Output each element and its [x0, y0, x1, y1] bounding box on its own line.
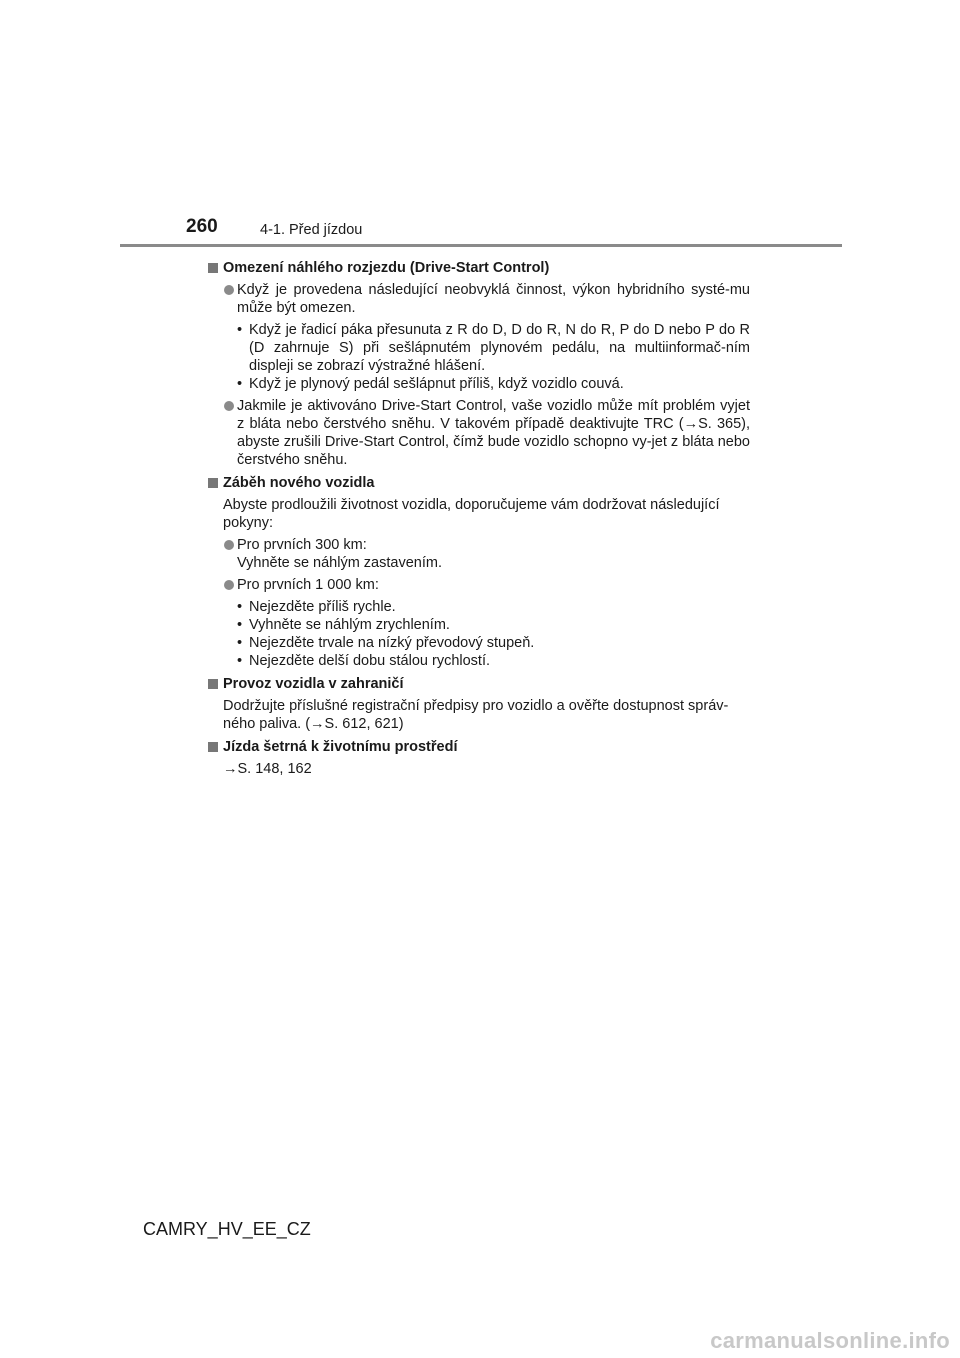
- heading-abroad: Provoz vozidla v zahraničí: [208, 675, 750, 693]
- sub-item: • Nejezděte delší dobu stálou rychlostí.: [237, 653, 490, 669]
- bullet-item: Když je provedena následující neobvyklá činnost, výkon hybridního systé-mu může být omezen.: [208, 281, 750, 317]
- paragraph: Dodržujte příslušné registrační předpisy pro vozidlo a ověřte dostupnost správ-ného paliva. (→S. 612, 621): [223, 698, 729, 732]
- sub-item: • Když je plynový pedál sešlápnut příliš, když vozidlo couvá.: [237, 376, 624, 392]
- heading-drive-start-control: Omezení náhlého rozjezdu (Drive-Start Control): [208, 259, 750, 277]
- dot-bullet-icon: •: [237, 653, 243, 669]
- dot-bullet-icon: •: [237, 617, 243, 633]
- page-number: 260: [186, 216, 218, 237]
- bullet-item: Jakmile je aktivováno Drive-Start Control, vaše vozidlo může mít problém vyjet z bláta nebo čerstvého sněhu. V takovém případě deaktivujte TRC (→S. 365), abyste zrušili Drive-Start Control, čímž bude vozidlo schopno vy-jet z bláta nebo čerstvého sněhu.: [208, 397, 750, 469]
- sub-item: • Nejezděte trvale na nízký převodový stupeň.: [237, 635, 535, 651]
- header-rule: [120, 244, 842, 247]
- circle-bullet-icon: [224, 580, 234, 590]
- dot-bullet-icon: •: [237, 376, 243, 392]
- square-bullet-icon: [208, 742, 218, 752]
- bullet-item: Pro prvních 300 km: Vyhněte se náhlým zastavením.: [208, 536, 750, 572]
- page-reference: →S. 148, 162: [223, 761, 312, 777]
- dot-bullet-icon: •: [237, 635, 243, 651]
- circle-bullet-icon: [224, 285, 234, 295]
- page-content: [208, 254, 750, 778]
- square-bullet-icon: [208, 478, 218, 488]
- bullet-item: Pro prvních 1 000 km:: [208, 576, 750, 594]
- square-bullet-icon: [208, 263, 218, 273]
- heading-break-in: Záběh nového vozidla: [208, 474, 750, 492]
- circle-bullet-icon: [224, 540, 234, 550]
- paragraph: Abyste prodloužili životnost vozidla, doporučujeme vám dodržovat následující pokyny:: [223, 497, 720, 531]
- dot-bullet-icon: •: [237, 322, 243, 338]
- section-title: 4-1. Před jízdou: [260, 222, 363, 238]
- sub-item: • Když je řadicí páka přesunuta z R do D, D do R, N do R, P do D nebo P do R (D zahrnuje S) při sešlápnutém plynovém pedálu, na multiinformač-ním displeji se zobrazí výstražné hlášení.: [237, 322, 750, 374]
- square-bullet-icon: [208, 679, 218, 689]
- sub-item: • Nejezděte příliš rychle.: [237, 599, 396, 615]
- circle-bullet-icon: [224, 401, 234, 411]
- watermark: carmanualsonline.info: [710, 1328, 950, 1353]
- heading-eco-driving: Jízda šetrná k životnímu prostředí: [208, 738, 750, 756]
- footer-code: CAMRY_HV_EE_CZ: [143, 1219, 311, 1239]
- dot-bullet-icon: •: [237, 599, 243, 615]
- sub-item: • Vyhněte se náhlým zrychlením.: [237, 617, 450, 633]
